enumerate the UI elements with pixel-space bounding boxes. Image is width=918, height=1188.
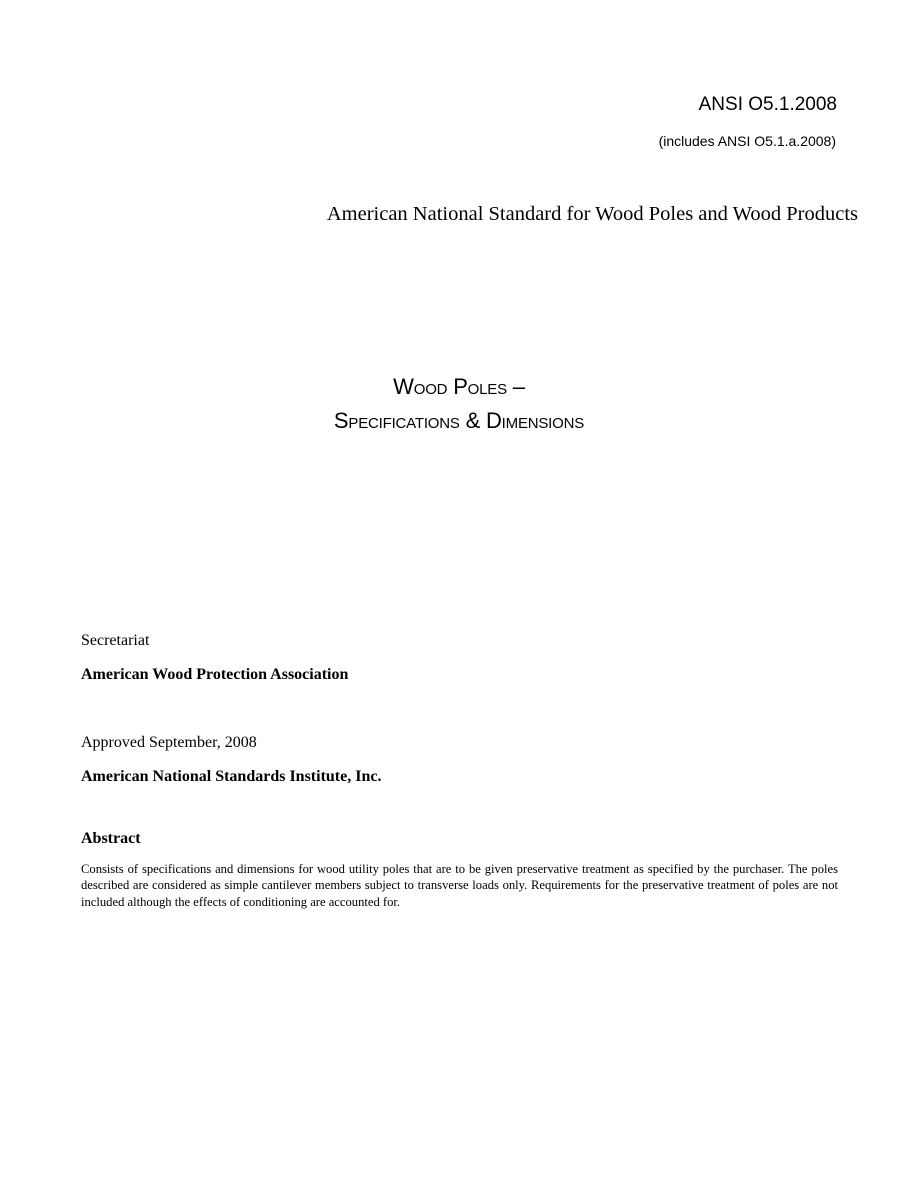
secretariat-organization: American Wood Protection Association <box>81 666 349 683</box>
document-title-line-1: Wood Poles – <box>393 374 525 399</box>
secretariat-label: Secretariat <box>81 632 150 649</box>
includes-note: (includes ANSI O5.1.a.2008) <box>658 133 836 149</box>
approving-organization: American National Standards Institute, Inc. <box>81 768 382 785</box>
abstract-body: Consists of specifications and dimensions for wood utility poles that are to be given preservative treatment as specified by the purchaser. The poles described are considered as simple cantilever members subject to transverse loads only. Requirements for the preservative treatment of poles are not included although the effects of conditioning are accounted for. <box>81 862 838 909</box>
approval-date: Approved September, 2008 <box>81 734 257 751</box>
document-title-line-2: Specifications & Dimensions <box>333 408 585 433</box>
abstract-heading: Abstract <box>81 830 141 847</box>
standard-number: ANSI O5.1.2008 <box>698 94 837 115</box>
series-title: American National Standard for Wood Poles and Wood Products <box>326 203 858 225</box>
